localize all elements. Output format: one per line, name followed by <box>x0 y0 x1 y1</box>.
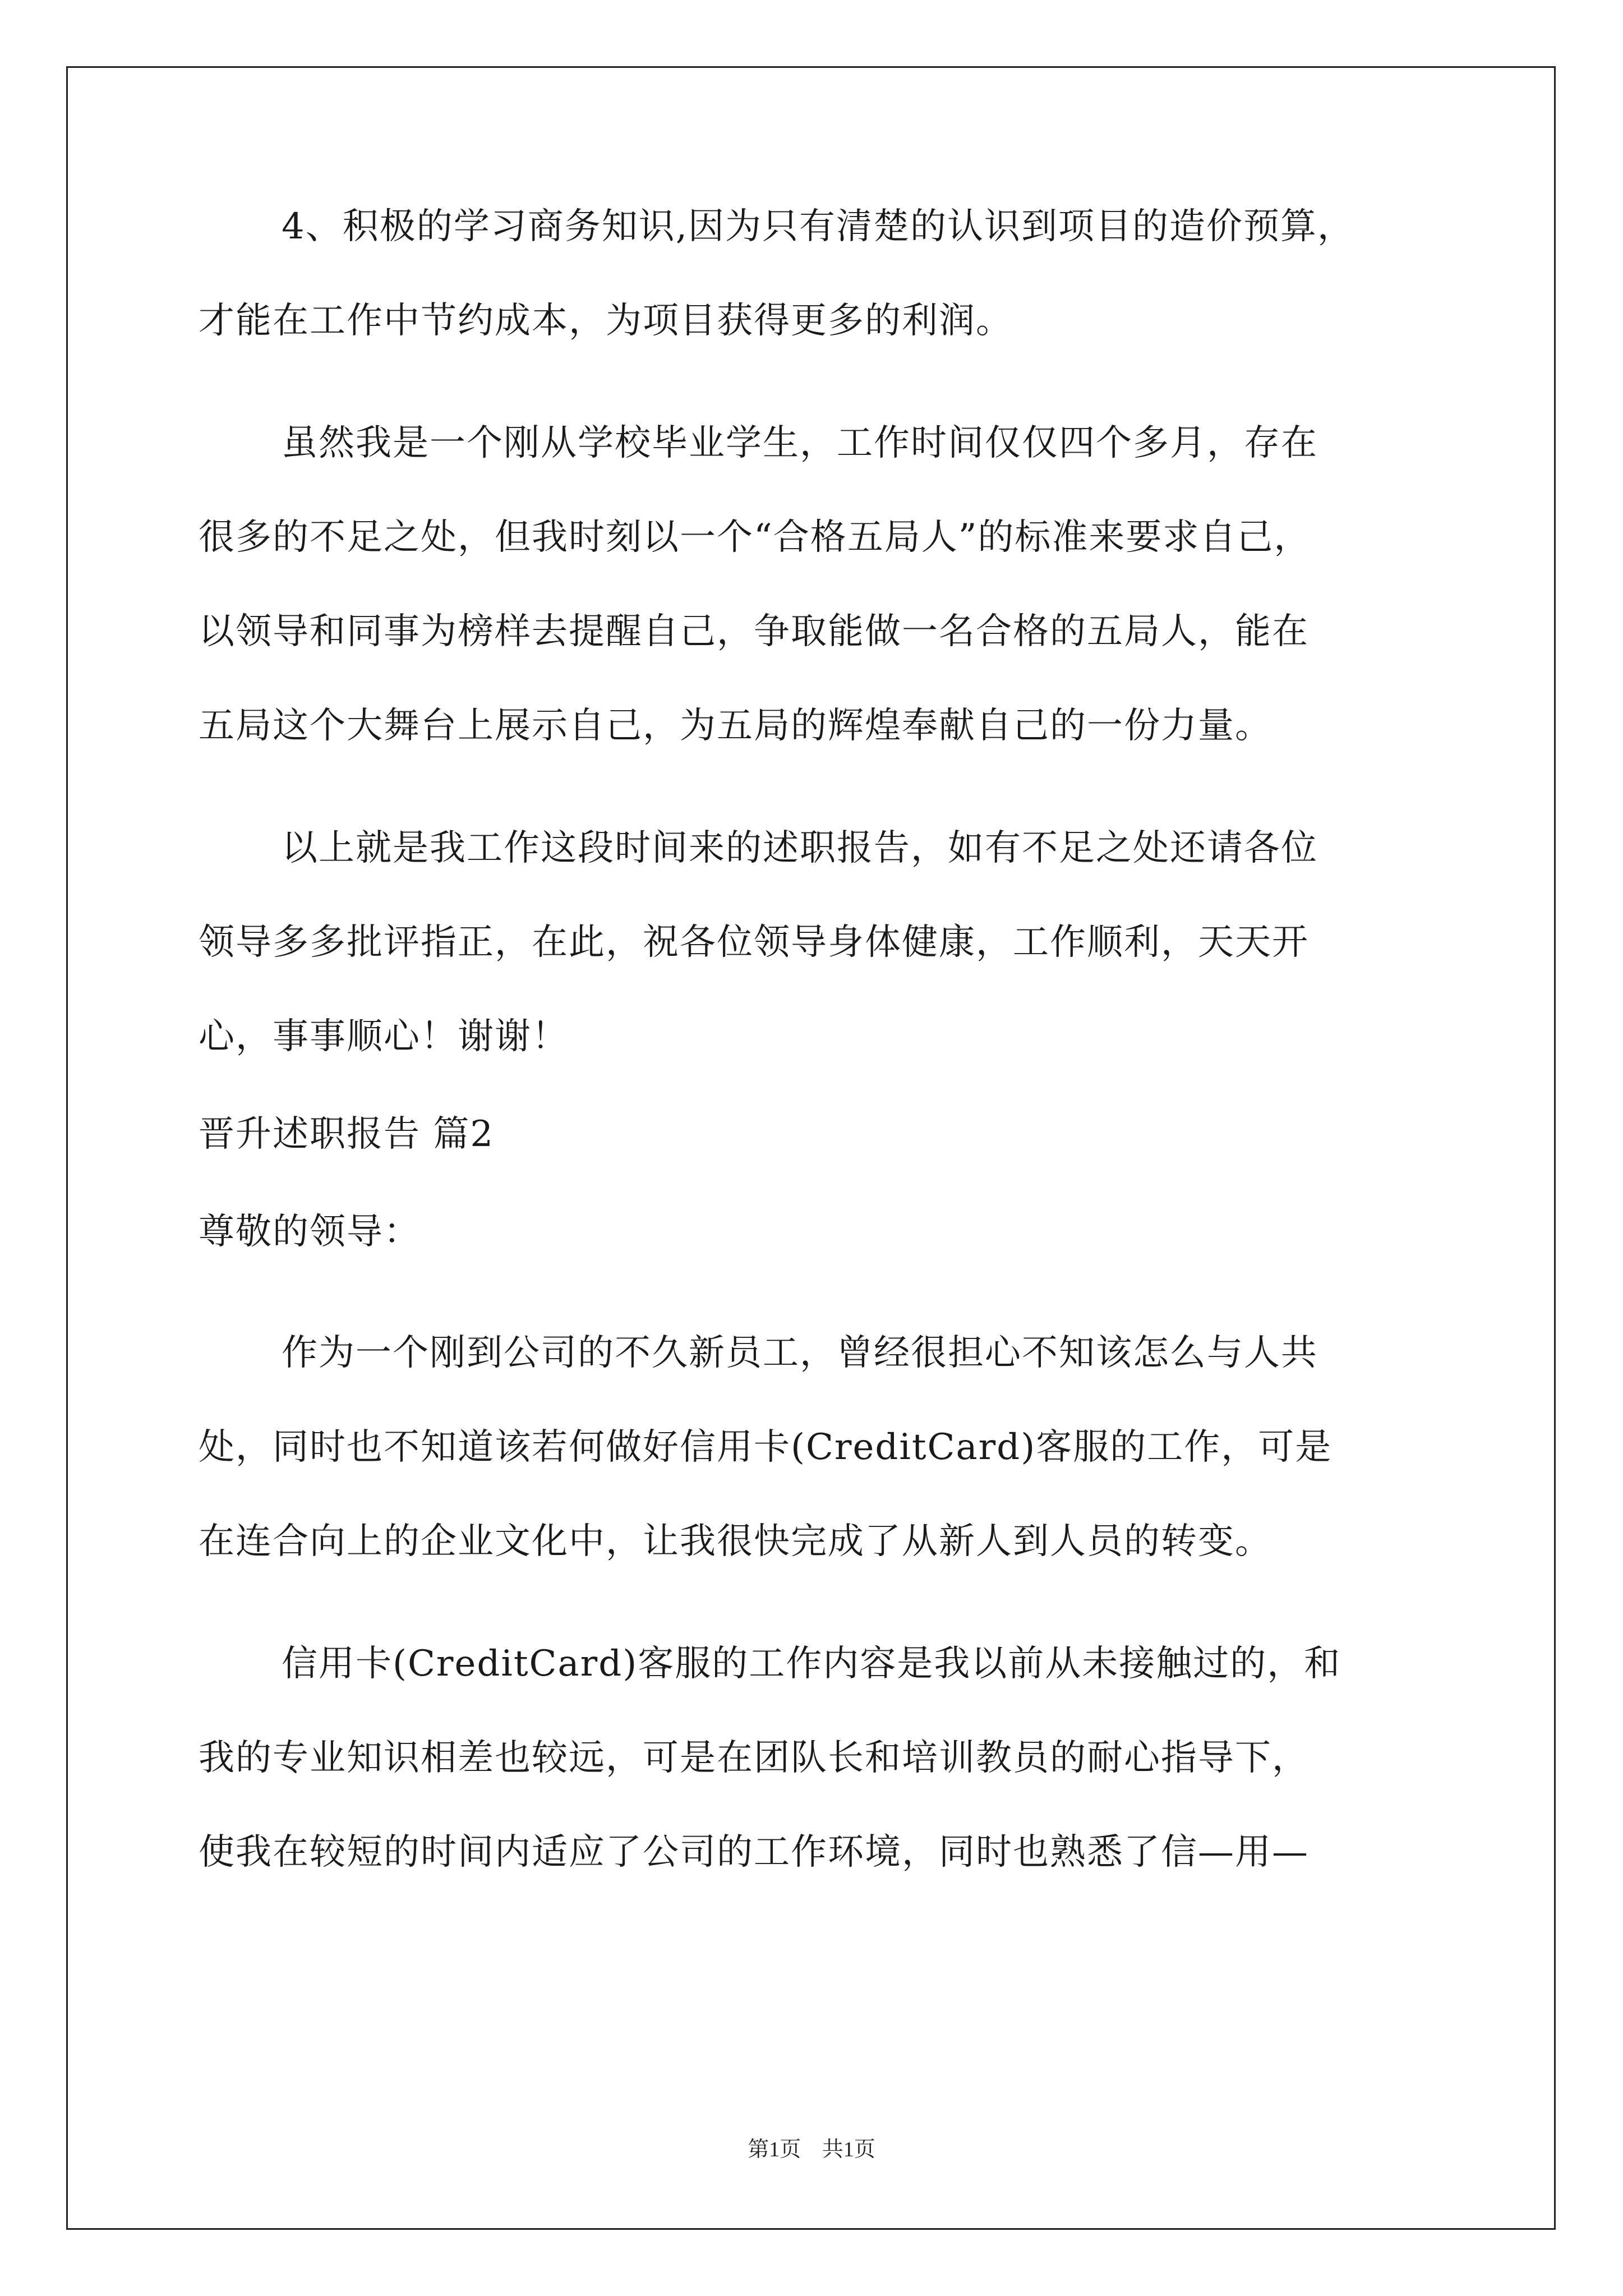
paragraph-line: 作为一个刚到公司的不久新员工，曾经很担心不知该怎么与人共 <box>282 1332 1318 1374</box>
paragraph-line: 才能在工作中节约成本，为项目获得更多的利润。 <box>199 300 1013 342</box>
paragraph-line: 心，事事顺心！谢谢！ <box>199 1016 569 1057</box>
page-number: 第1页 <box>748 2138 801 2161</box>
paragraph-line: 很多的不足之处，但我时刻以一个“合格五局人”的标准来要求自己， <box>199 517 1311 558</box>
paragraph-line: 处，同时也不知道该若何做好信用卡(CreditCard)客服的工作，可是 <box>199 1427 1332 1468</box>
paragraph-line: 我的专业知识相差也较远，可是在团队长和培训教员的耐心指导下， <box>199 1737 1309 1779</box>
salutation: 尊敬的领导： <box>199 1211 421 1253</box>
paragraph-line: 4、积极的学习商务知识,因为只有清楚的认识到项目的造价预算， <box>282 206 1355 247</box>
paragraph-line: 虽然我是一个刚从学校毕业学生，工作时间仅仅四个多月，存在 <box>282 422 1318 464</box>
page-footer <box>0 2138 1623 2161</box>
paragraph-line: 以上就是我工作这段时间来的述职报告，如有不足之处还请各位 <box>282 827 1318 869</box>
paragraph-line: 在连合向上的企业文化中，让我很快完成了从新人到人员的转变。 <box>199 1521 1272 1562</box>
paragraph-line: 领导多多批评指正，在此，祝各位领导身体健康，工作顺利，天天开 <box>199 922 1309 963</box>
page-total: 共1页 <box>822 2138 875 2161</box>
paragraph-line: 使我在较短的时间内适应了公司的工作环境，同时也熟悉了信—用— <box>199 1832 1309 1873</box>
paragraph-line: 信用卡(CreditCard)客服的工作内容是我以前从未接触过的，和 <box>282 1643 1341 1685</box>
paragraph-line: 以领导和同事为榜样去提醒自己，争取能做一名合格的五局人，能在 <box>199 611 1309 652</box>
paragraph-line: 五局这个大舞台上展示自己，为五局的辉煌奉献自己的一份力量。 <box>199 705 1272 747</box>
section-heading: 晋升述职报告 篇2 <box>199 1114 495 1155</box>
